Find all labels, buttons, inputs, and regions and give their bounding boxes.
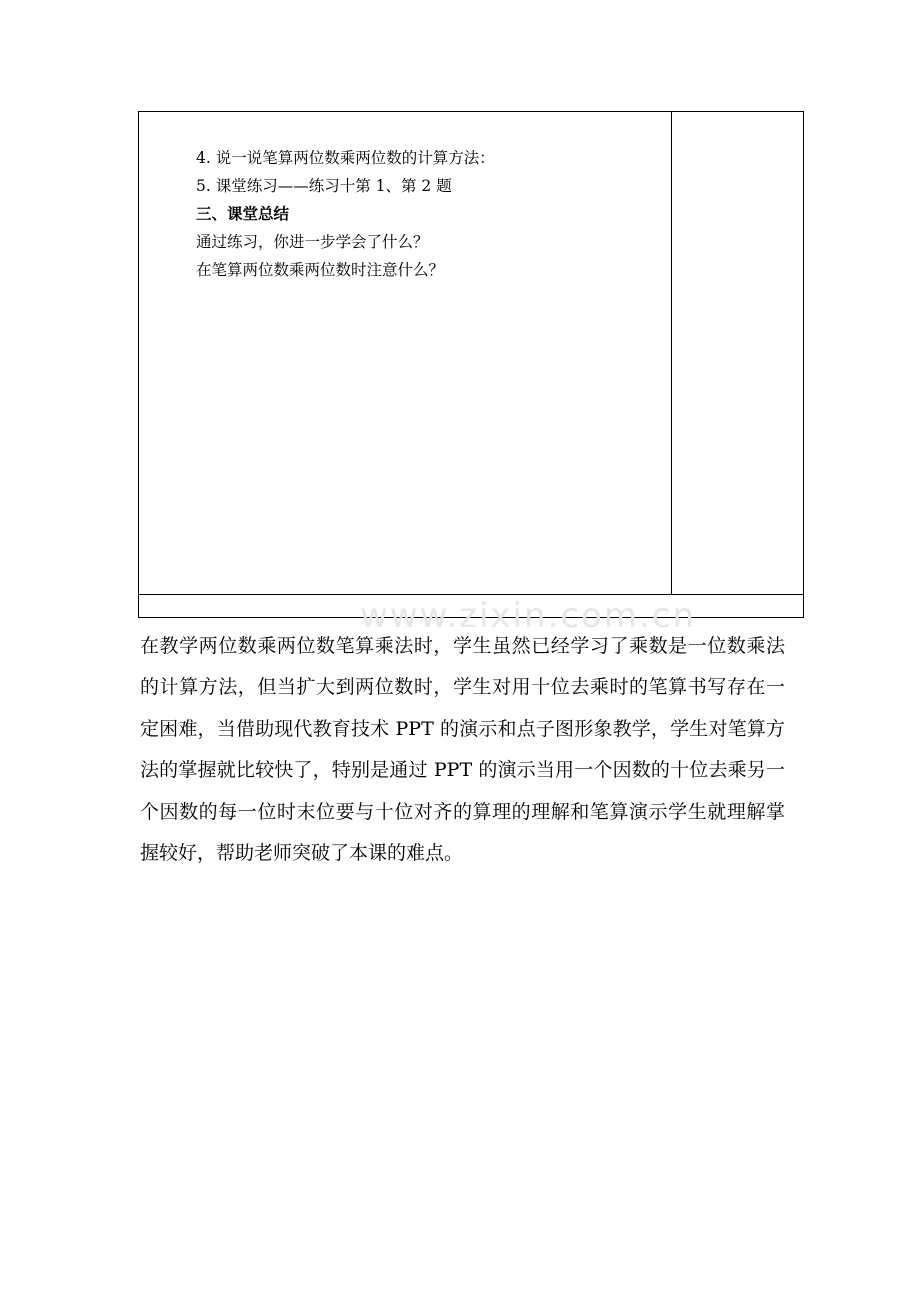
table-column-divider bbox=[671, 112, 672, 594]
summary-heading: 三、课堂总结 bbox=[196, 204, 290, 223]
lesson-steps-cell bbox=[196, 144, 666, 284]
summary-question-1: 通过练习，你进一步学会了什么？ bbox=[196, 233, 429, 251]
lesson-plan-table bbox=[138, 111, 804, 618]
teaching-reflection-paragraph: 在教学两位数乘两位数笔算乘法时，学生虽然已经学习了乘数是一位数乘法的计算方法，但当扩大到两位数时，学生对用十位去乘时的笔算书写存在一定困难，当借助现代教育技术 PPT 的演示和点子图形象教学，学生对笔算方法的掌握就比较快了，特别是通过 PPT 的演示当用一个因数的十位去乘另一个因数的每一位时末位要与十位对齐的算理的理解和笔算演示学生就理解掌握较好，帮助老师突破了本课的难点。 bbox=[140, 635, 785, 865]
watermark: www.zixin.com.cn bbox=[360, 596, 696, 636]
table-row-divider bbox=[139, 594, 803, 595]
step-4-text: 4. 说一说笔算两位数乘两位数的计算方法： bbox=[196, 149, 495, 167]
step-5-text: 5. 课堂练习——练习十第 1、第 2 题 bbox=[196, 177, 452, 195]
summary-question-2: 在笔算两位数乘两位数时注意什么？ bbox=[196, 261, 445, 279]
